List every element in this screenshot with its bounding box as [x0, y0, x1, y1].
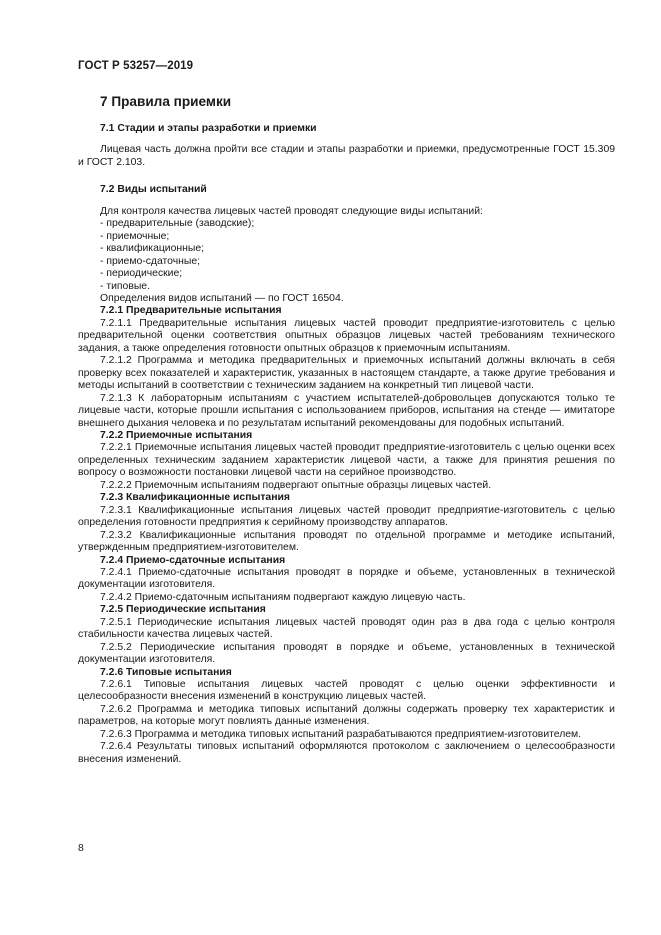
paragraph-7-2-6-4: 7.2.6.4 Результаты типовых испытаний оформляются протоколом с заключением о целесообразности внесения изменений. — [78, 741, 615, 765]
paragraph-7-2-4-1: 7.2.4.1 Приемо-сдаточные испытания проводят в порядке и объеме, установленных в технической документации изготовителя. — [78, 566, 615, 591]
paragraph-7-2-3-1: 7.2.3.1 Квалификационные испытания лицевых частей проводит предприятие-изготовитель с целью определения готовности предприятия к серийному производству аппаратов. — [78, 504, 615, 529]
subsection-heading-7-2: 7.2 Виды испытаний — [100, 184, 207, 196]
list-item: - периодические; — [100, 268, 183, 280]
heading-7-2-3: 7.2.3 Квалификационные испытания — [100, 492, 290, 504]
paragraph-7-1: Лицевая часть должна пройти все стадии и этапы разработки и приемки, предусмотренные ГОСТ 15.309 и ГОСТ 2.103. — [78, 144, 615, 168]
section-title: 7 Правила приемки — [100, 94, 232, 109]
paragraph-7-2-1-1: 7.2.1.1 Предварительные испытания лицевых частей проводит предприятие-изготовитель с целью предварительной оценки соответствия опытных образцов лицевых частей требованиям технического задания, а также определения готовности опытных образцов к приемочным испытаниям. — [78, 317, 615, 354]
document-code-header: ГОСТ Р 53257—2019 — [78, 60, 194, 72]
test-types-list — [78, 218, 615, 293]
paragraph-7-2-6-2: 7.2.6.2 Программа и методика типовых испытаний должны содержать проверку тех характеристик и параметров, на которые могут повлиять данные изменения. — [78, 703, 615, 728]
paragraph-7-2-6-3: 7.2.6.3 Программа и методика типовых испытаний разрабатываются предприятием-изготовителем. — [100, 728, 582, 740]
paragraph-7-2-5-2: 7.2.5.2 Периодические испытания проводят в порядке и объеме, установленных в технической документации изготовителя. — [78, 641, 615, 666]
paragraph-7-2-2-2: 7.2.2.2 Приемочным испытаниям подвергают опытные образцы лицевых частей. — [100, 479, 492, 491]
list-item: - предварительные (заводские); — [100, 218, 255, 230]
paragraph-7-2-5-1: 7.2.5.1 Периодические испытания лицевых частей проводят один раз в два года с целью контроля стабильности качества лицевых частей. — [78, 616, 615, 641]
heading-7-2-4: 7.2.4 Приемо-сдаточные испытания — [100, 554, 286, 566]
heading-7-2-1: 7.2.1 Предварительные испытания — [100, 305, 282, 317]
paragraph-7-2-4-2: 7.2.4.2 Приемо-сдаточным испытаниям подвергают каждую лицевую часть. — [100, 591, 466, 603]
list-item: - приемочные; — [100, 230, 170, 242]
list-item: - приемо-сдаточные; — [100, 255, 201, 267]
paragraph-7-2-3-2: 7.2.3.2 Квалификационные испытания проводят по отдельной программе и методике испытаний, утвержденным предприятием-изготовителем. — [78, 529, 615, 554]
document-body — [78, 88, 615, 766]
list-item: - типовые. — [100, 280, 150, 292]
paragraph-7-2-2-1: 7.2.2.1 Приемочные испытания лицевых частей проводит предприятие-изготовитель с целью оценки всех определенных техническим заданием характеристик лицевой части, а также для принятия решения по вопросу о возможности постановки лицевой части на серийное производство. — [78, 442, 615, 479]
heading-7-2-5: 7.2.5 Периодические испытания — [100, 604, 266, 616]
list-item: - квалификационные; — [100, 243, 204, 255]
paragraph-7-2-6-1: 7.2.6.1 Типовые испытания лицевых частей проводят с целью оценки эффективности и целесообразности внесения изменений в конструкцию лицевых частей. — [78, 679, 615, 703]
heading-7-2-6: 7.2.6 Типовые испытания — [100, 666, 232, 678]
heading-7-2-2: 7.2.2 Приемочные испытания — [100, 429, 253, 441]
paragraph-definitions: Определения видов испытаний — по ГОСТ 16504. — [100, 292, 344, 304]
page-number: 8 — [78, 843, 84, 854]
paragraph-7-2-intro: Для контроля качества лицевых частей проводят следующие виды испытаний: — [100, 205, 483, 217]
subsection-heading-7-1: 7.1 Стадии и этапы разработки и приемки — [100, 123, 317, 134]
paragraph-7-2-1-3: 7.2.1.3 К лабораторным испытаниям с участием испытателей-добровольцев допускаются только те лицевые части, которые прошли испытания с использованием приборов, испытания на стенде — имитаторе внешнего дыхания человека и по результатам испытаний рекомендованы для подобных испытаний. — [78, 392, 615, 429]
paragraph-7-2-1-2: 7.2.1.2 Программа и методика предварительных и приемочных испытаний должны включать в себя проверку всех показателей и характеристик, указанных в настоящем стандарте, а также другие требования и методы испытаний в соответствии с техническим заданием на конкретный тип лицевой части. — [78, 355, 615, 392]
